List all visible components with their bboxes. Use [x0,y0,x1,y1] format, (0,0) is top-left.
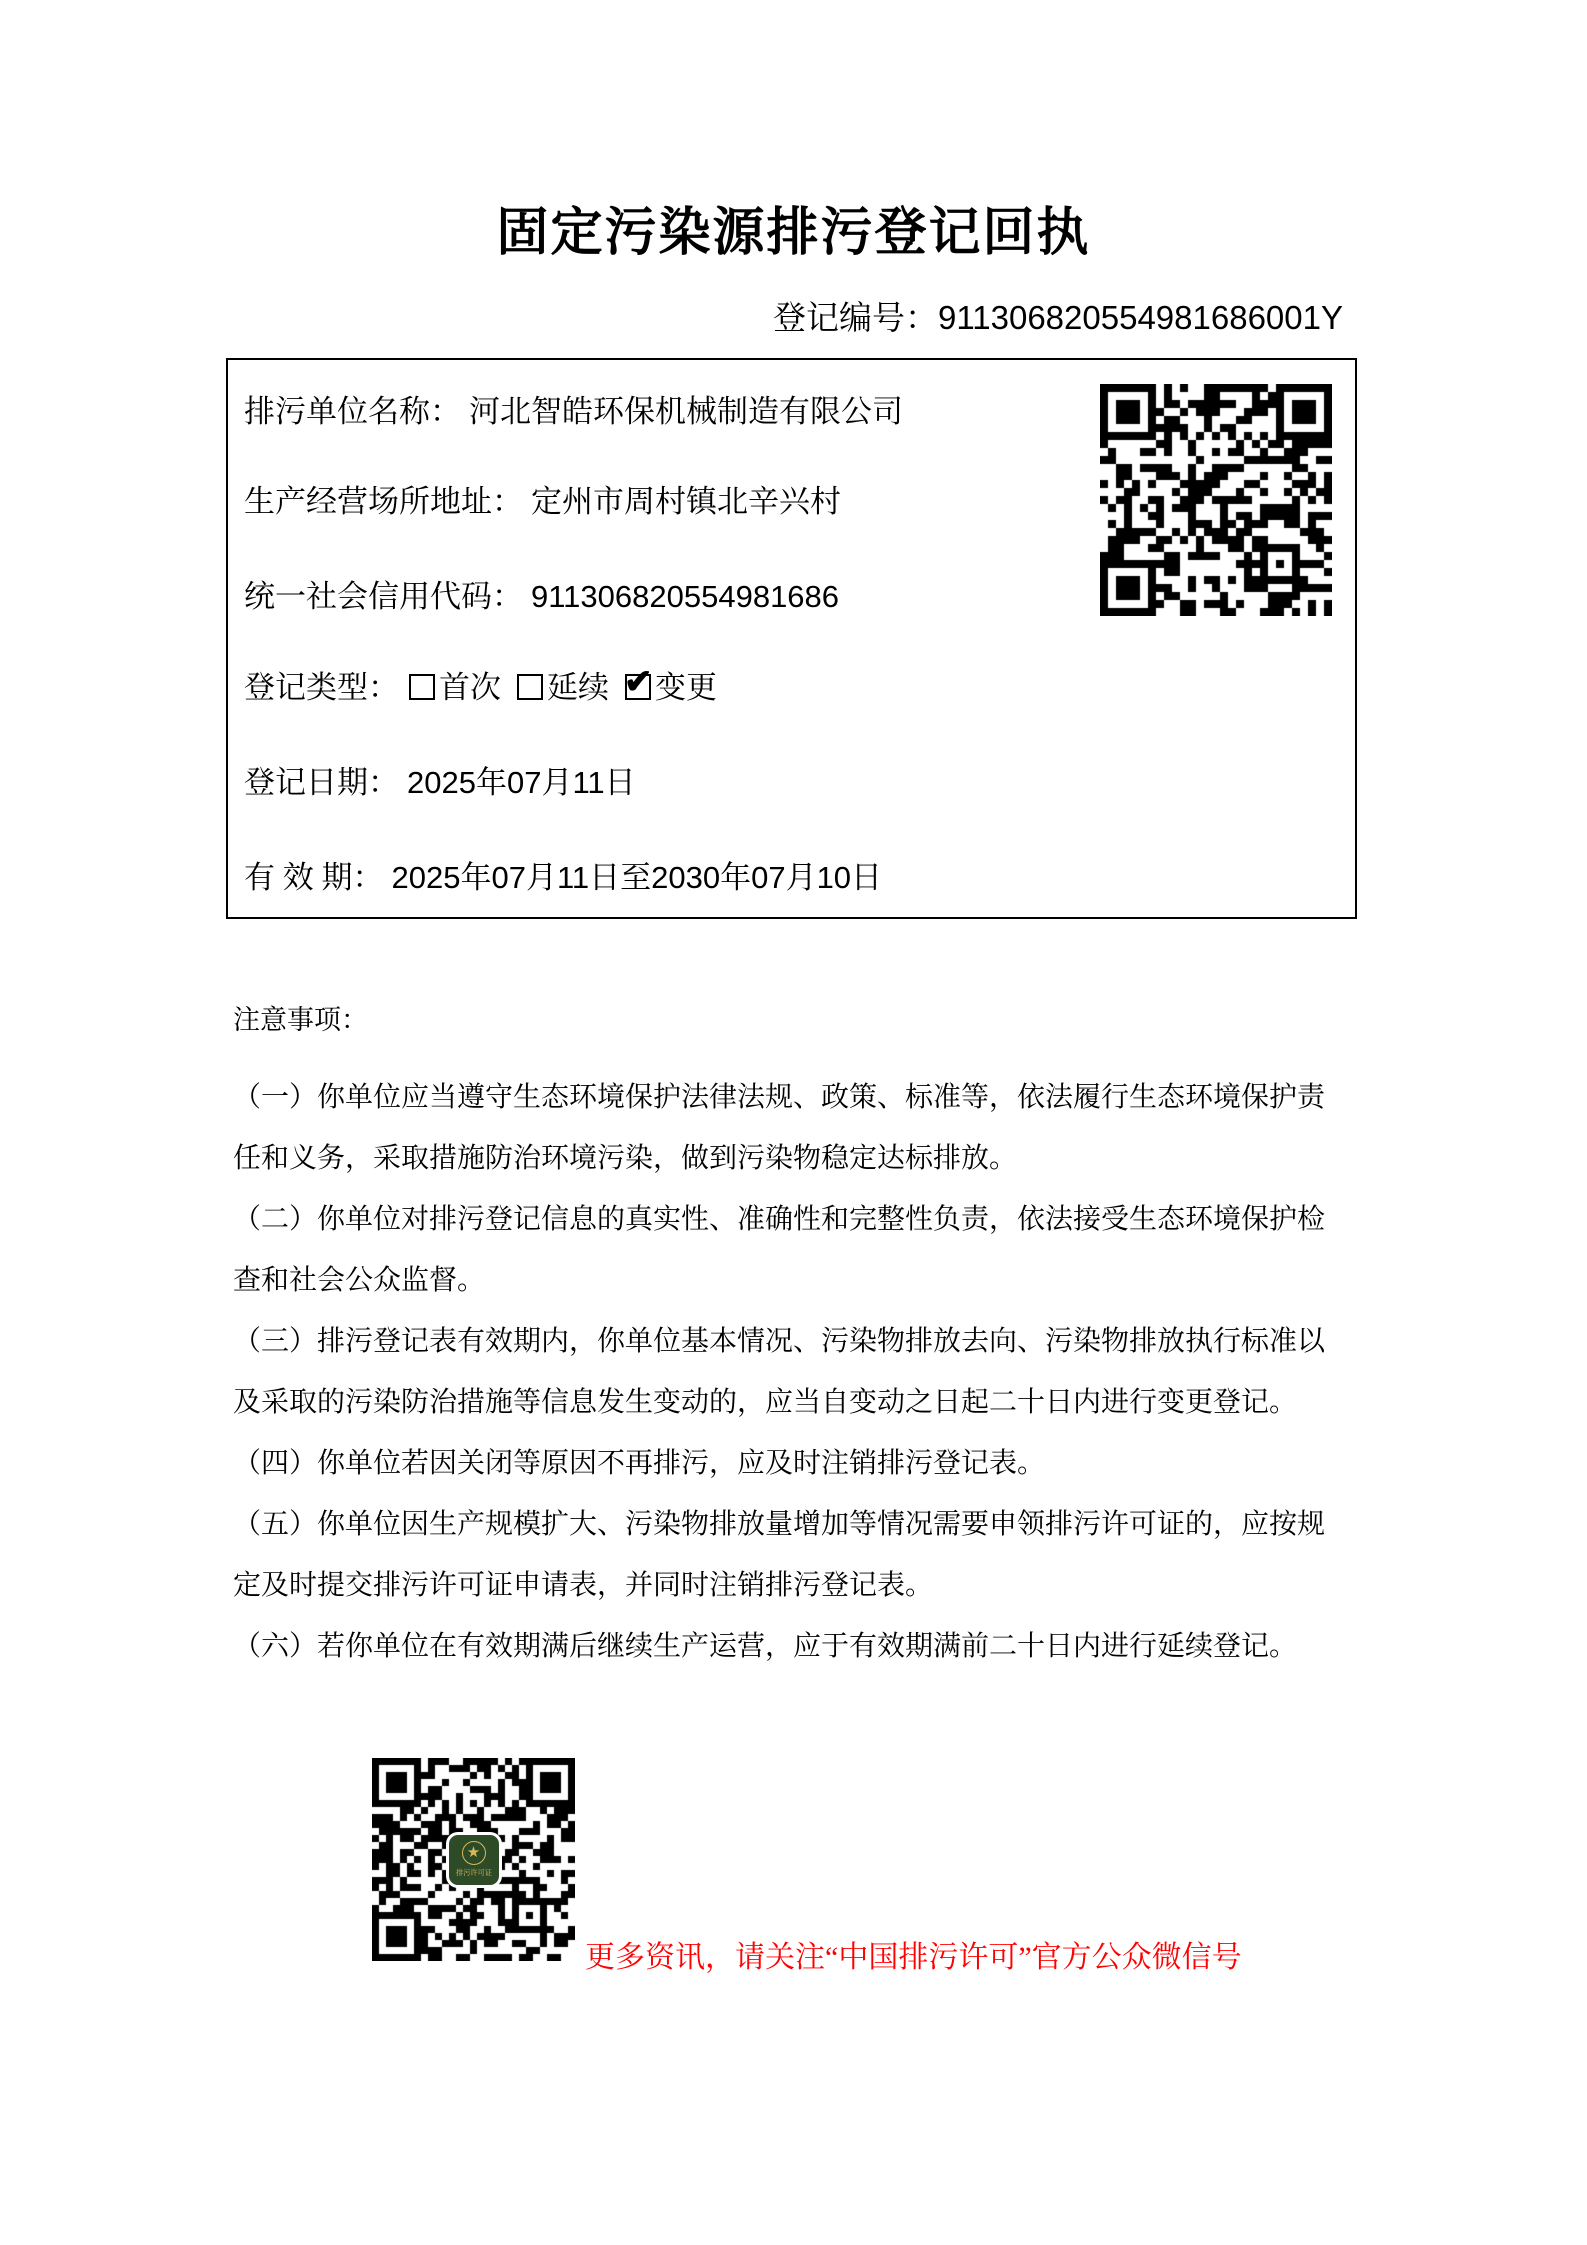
registration-date-value: 2025年07月11日 [407,765,636,800]
note-line: 任和义务，采取措施防治环境污染，做到污染物稳定达标排放。 [233,1143,1018,1174]
note-line: （二）你单位对排污登记信息的真实性、准确性和完整性负责，依法接受生态环境保护检 [233,1204,1326,1235]
registration-number: 登记编号：911306820554981686001Y [773,299,1343,336]
note-line: （六）若你单位在有效期满后继续生产运营，应于有效期满前二十日内进行延续登记。 [233,1631,1298,1662]
note-line: （五）你单位因生产规模扩大、污染物排放量增加等情况需要申领排污许可证的，应按规 [233,1509,1326,1540]
note-line: （三）排污登记表有效期内，你单位基本情况、污染物排放去向、污染物排放执行标准以 [233,1326,1326,1357]
address-label: 生产经营场所地址： [244,484,523,519]
validity-value: 2025年07月11日至2030年07月10日 [391,860,883,895]
note-line: （一）你单位应当遵守生态环境保护法律法规、政策、标准等，依法履行生态环境保护责 [233,1082,1326,1113]
validity-row [244,852,882,897]
registration-info-qr-code [1100,384,1332,616]
credit-code-label: 统一社会信用代码： [244,579,523,614]
registration-type-options [409,670,733,705]
registration-type-option-label: 延续 [547,670,609,705]
registration-type-option-label: 变更 [655,670,717,705]
permit-logo-text: 排污许可证 [455,1868,492,1877]
registration-type-option [409,670,501,705]
note-line: 及采取的污染防治措施等信息发生变动的，应当自变动之日起二十日内进行变更登记。 [233,1387,1298,1418]
validity-label: 有 效 期： [244,860,384,895]
wechat-qr-code [372,1758,575,1961]
checkbox-unchecked-icon [409,674,435,700]
permit-logo [449,1835,499,1885]
unit-name-label: 排污单位名称： [244,394,461,429]
registration-info-qr-image [1100,384,1332,616]
registration-type-option [625,670,717,705]
credit-code-row [244,571,839,616]
registration-type-row [244,662,733,707]
note-line: （四）你单位若因关闭等原因不再排污，应及时注销排污登记表。 [233,1448,1046,1479]
national-emblem-icon: ★ [462,1841,486,1865]
notes-section [233,998,1373,1677]
address-row [244,476,841,521]
credit-code-value: 911306820554981686 [531,579,840,614]
note-line: 定及时提交排污许可证申请表，并同时注销排污登记表。 [233,1570,934,1601]
wechat-notice-text: 更多资讯，请关注“中国排污许可”官方公众微信号 [585,1941,1242,1974]
checkbox-unchecked-icon [517,674,543,700]
registration-type-option-label: 首次 [439,670,501,705]
unit-name-value: 河北智皓环保机械制造有限公司 [469,394,903,429]
registration-type-label: 登记类型： [244,670,399,705]
address-value: 定州市周村镇北辛兴村 [531,484,841,519]
checkbox-checked-icon [625,674,651,700]
notes-header: 注意事项： [233,1005,368,1035]
unit-name-row [244,386,903,431]
registration-date-row [244,757,636,802]
registration-type-option [517,670,609,705]
document-title: 固定污染源排污登记回执 [496,205,1091,262]
note-line: 查和社会公众监督。 [233,1265,486,1296]
registration-date-label: 登记日期： [244,765,399,800]
